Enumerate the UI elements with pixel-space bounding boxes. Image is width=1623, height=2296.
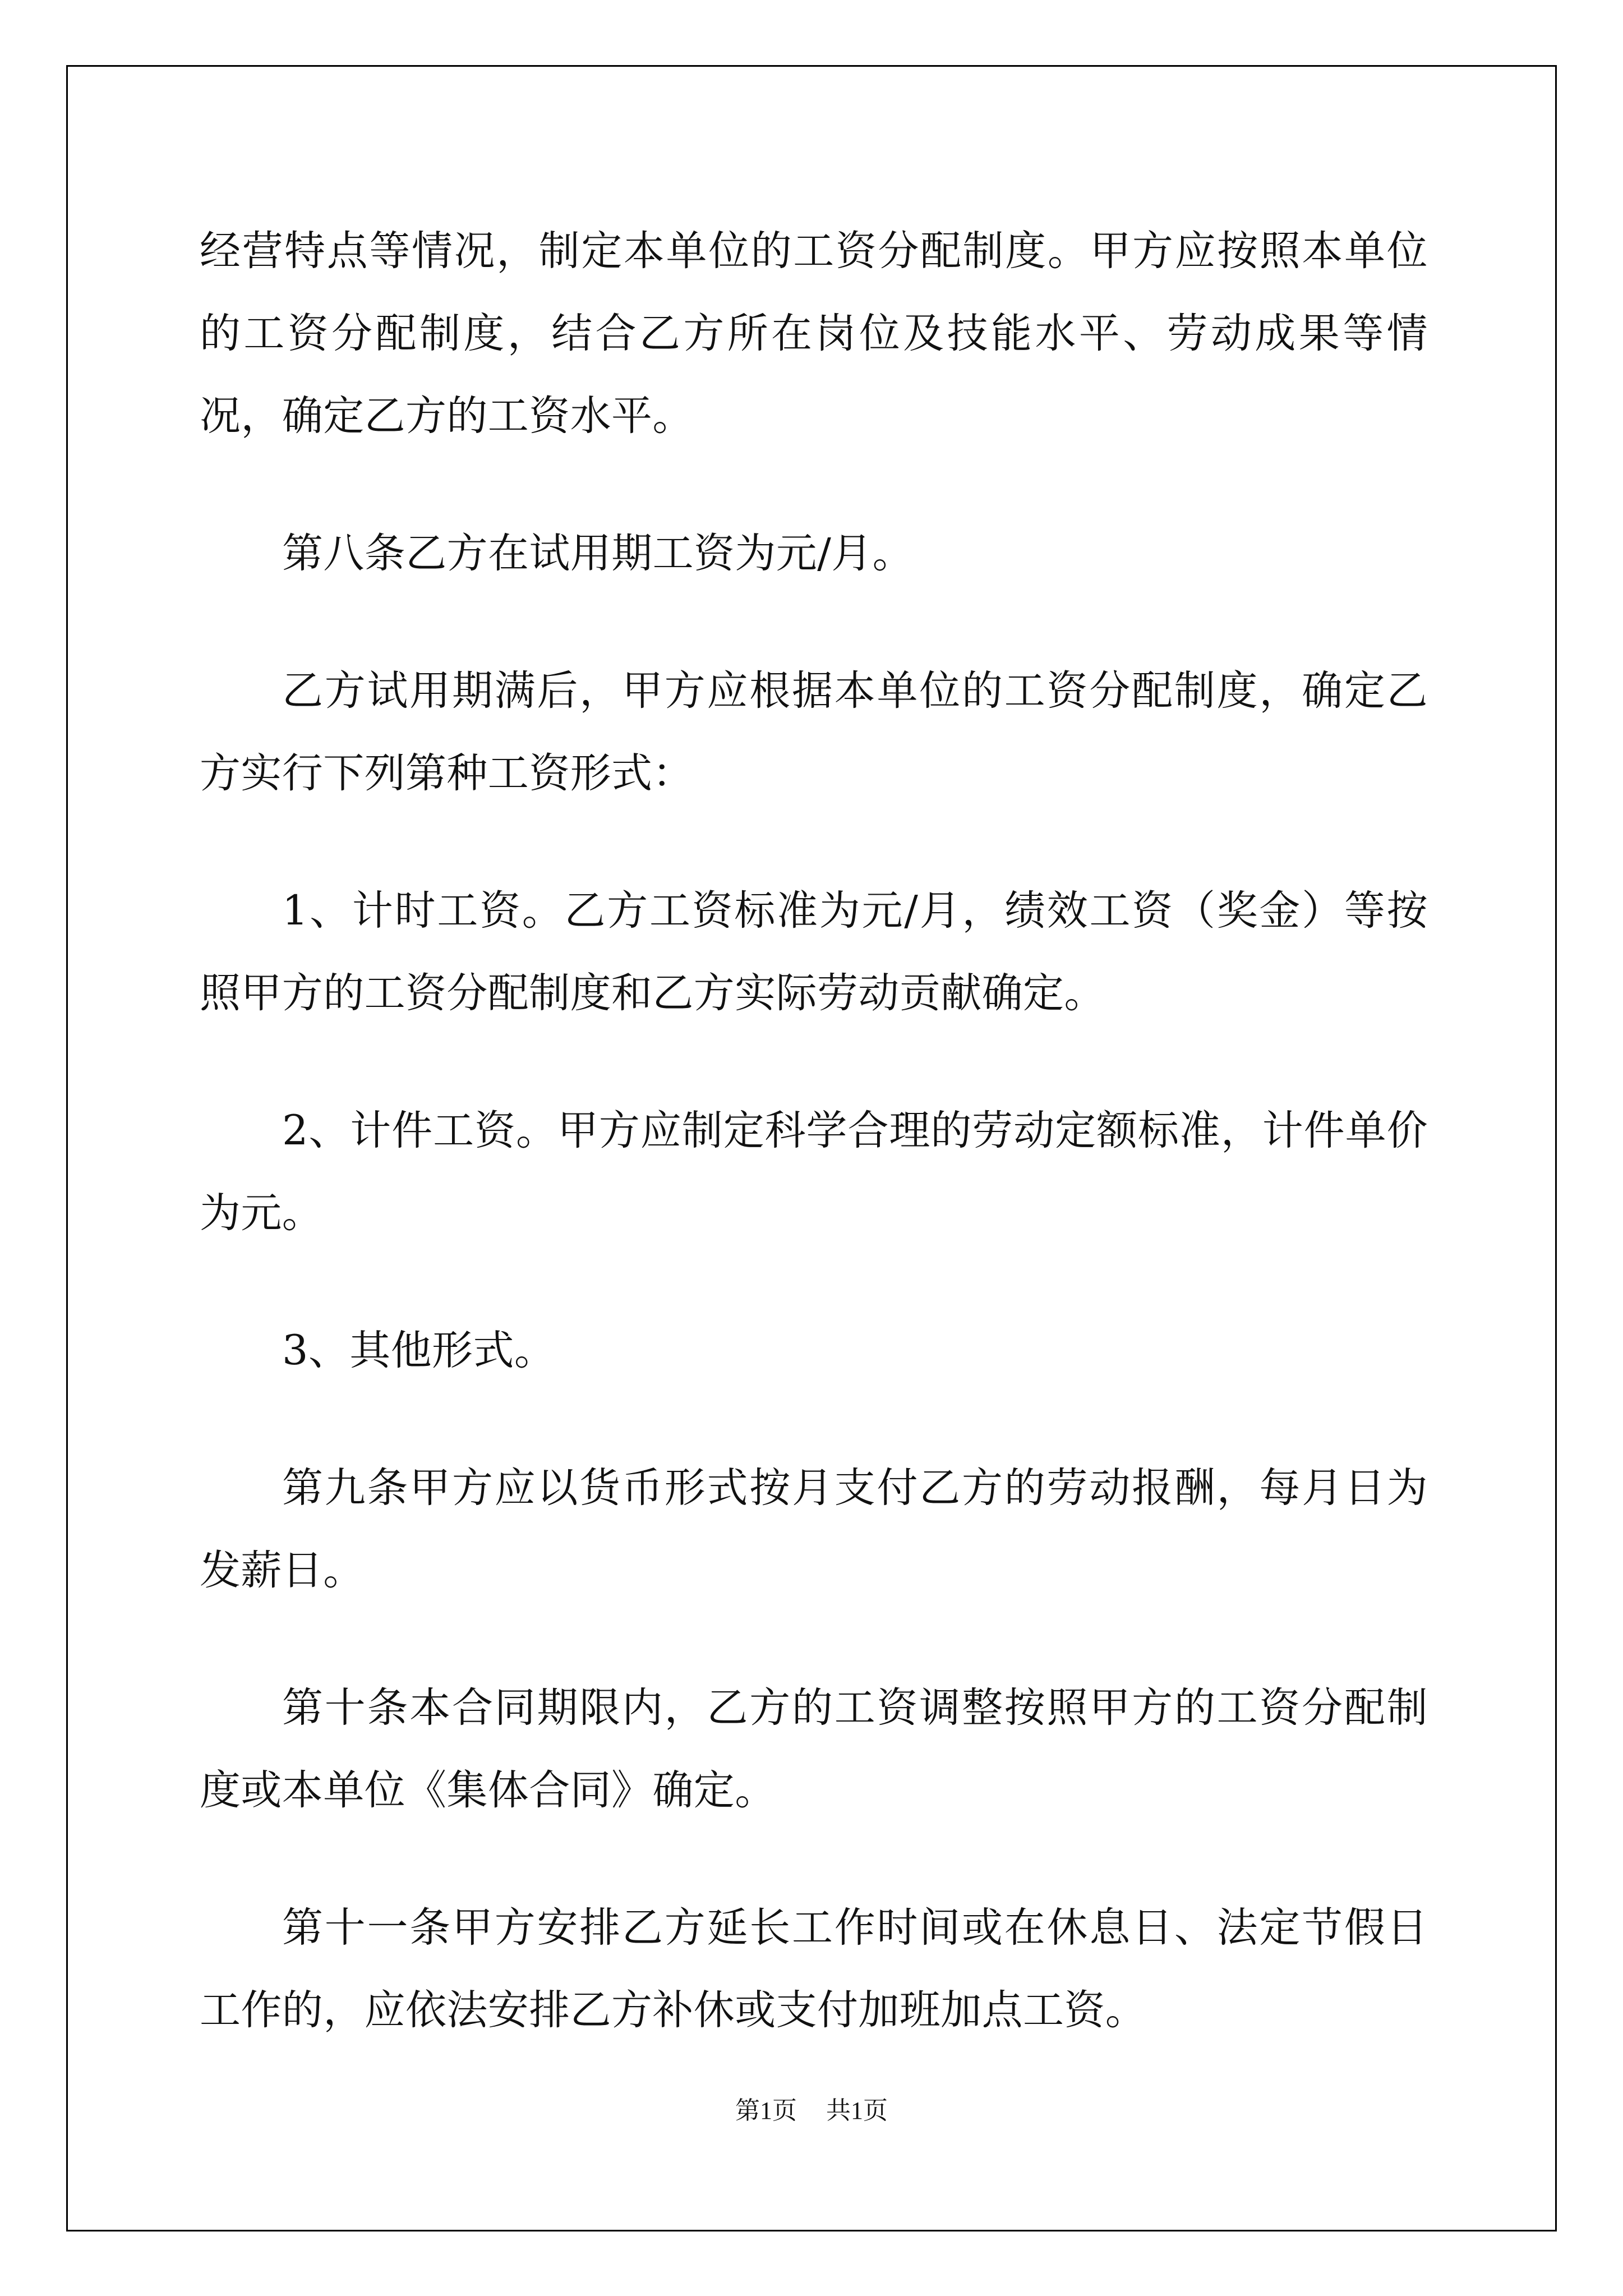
paragraph-wage-system-continuation: 经营特点等情况，制定本单位的工资分配制度。甲方应按照本单位的工资分配制度，结合乙方所在岗位及技能水平、劳动成果等情况，确定乙方的工资水平。 [200,227,1428,440]
page-footer [0,2094,1623,2128]
paragraph-article-9: 第九条甲方应以货币形式按月支付乙方的劳动报酬，每月日为发薪日。 [200,1464,1428,1594]
page-total: 共1页 [826,2097,888,2124]
document-body [200,210,1428,2106]
paragraph-post-probation: 乙方试用期满后，甲方应根据本单位的工资分配制度，确定乙方实行下列第种工资形式： [200,667,1428,797]
paragraph-article-10: 第十条本合同期限内，乙方的工资调整按照甲方的工资分配制度或本单位《集体合同》确定。 [200,1684,1428,1814]
paragraph-time-wage: 1、计时工资。乙方工资标准为元/月，绩效工资（奖金）等按照甲方的工资分配制度和乙方实际劳动贡献确定。 [200,887,1428,1017]
paragraph-article-8: 第八条乙方在试用期工资为元/月。 [282,530,914,577]
paragraph-piece-wage: 2、计件工资。甲方应制定科学合理的劳动定额标准，计件单价为元。 [200,1107,1428,1237]
page-number: 第1页 [735,2097,797,2124]
paragraph-article-11: 第十一条甲方安排乙方延长工作时间或在休息日、法定节假日工作的，应依法安排乙方补休或支付加班加点工资。 [200,1904,1428,2034]
paragraph-other-forms: 3、其他形式。 [282,1327,556,1374]
